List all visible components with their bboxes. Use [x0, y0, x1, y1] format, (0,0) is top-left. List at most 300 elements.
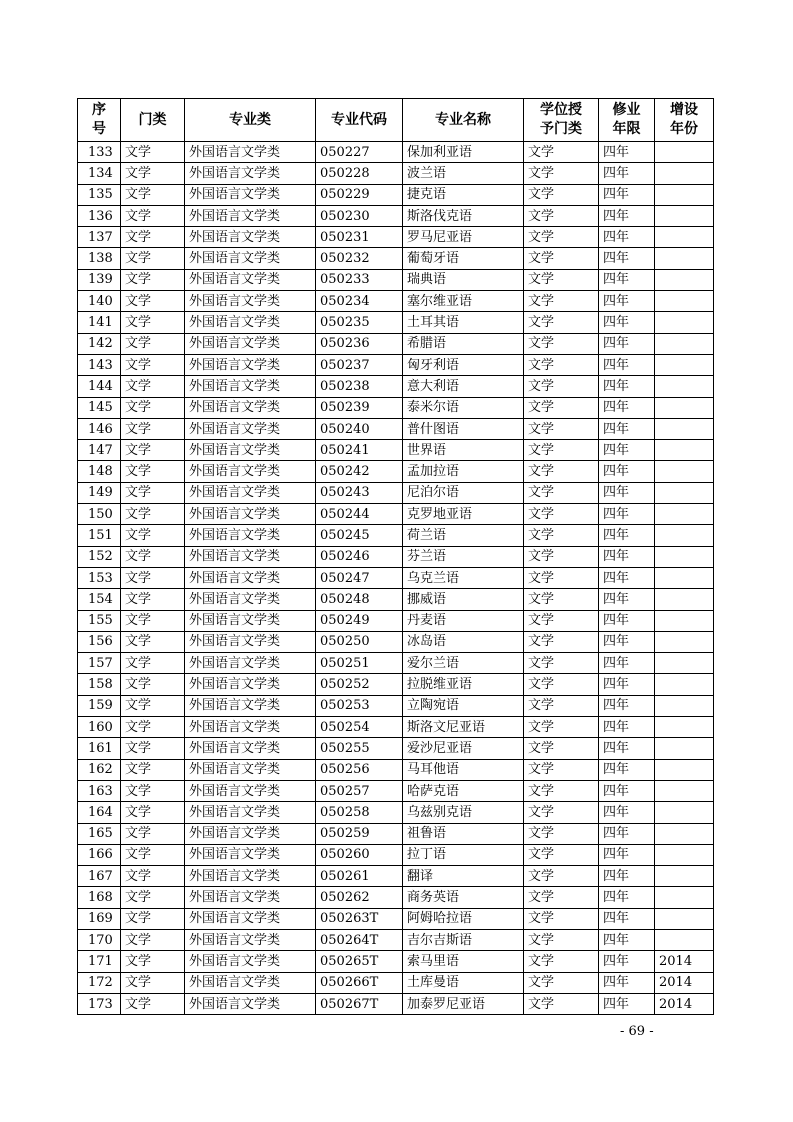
cell-degree: 文学 [524, 440, 599, 461]
cell-category: 文学 [121, 461, 185, 482]
cell-class: 外国语言文学类 [185, 653, 316, 674]
cell-years: 四年 [599, 525, 655, 546]
table-row [78, 844, 714, 865]
cell-code: 050229 [316, 184, 403, 205]
cell-years: 四年 [599, 397, 655, 418]
cell-degree: 文学 [524, 142, 599, 163]
cell-no: 150 [78, 504, 121, 525]
cell-added [655, 354, 714, 375]
cell-code: 050248 [316, 589, 403, 610]
cell-added [655, 887, 714, 908]
table-row [78, 418, 714, 439]
cell-years: 四年 [599, 972, 655, 993]
cell-class: 外国语言文学类 [185, 142, 316, 163]
cell-name: 瑞典语 [403, 269, 524, 290]
table-row [78, 291, 714, 312]
cell-no: 147 [78, 440, 121, 461]
cell-category: 文学 [121, 440, 185, 461]
cell-code: 050264T [316, 929, 403, 950]
cell-category: 文学 [121, 205, 185, 226]
cell-code: 050243 [316, 482, 403, 503]
table-row [78, 631, 714, 652]
cell-name: 土库曼语 [403, 972, 524, 993]
table-row [78, 567, 714, 588]
cell-code: 050239 [316, 397, 403, 418]
cell-category: 文学 [121, 653, 185, 674]
table-row [78, 866, 714, 887]
cell-degree: 文学 [524, 951, 599, 972]
cell-category: 文学 [121, 780, 185, 801]
table-row [78, 823, 714, 844]
cell-years: 四年 [599, 823, 655, 844]
cell-years: 四年 [599, 461, 655, 482]
cell-code: 050266T [316, 972, 403, 993]
cell-category: 文学 [121, 631, 185, 652]
cell-category: 文学 [121, 972, 185, 993]
cell-years: 四年 [599, 482, 655, 503]
cell-added [655, 546, 714, 567]
cell-category: 文学 [121, 823, 185, 844]
cell-name: 世界语 [403, 440, 524, 461]
cell-name: 拉脱维亚语 [403, 674, 524, 695]
cell-no: 134 [78, 163, 121, 184]
cell-added [655, 717, 714, 738]
cell-years: 四年 [599, 227, 655, 248]
cell-no: 167 [78, 866, 121, 887]
cell-name: 吉尔吉斯语 [403, 929, 524, 950]
cell-class: 外国语言文学类 [185, 291, 316, 312]
cell-degree: 文学 [524, 908, 599, 929]
cell-no: 140 [78, 291, 121, 312]
cell-class: 外国语言文学类 [185, 461, 316, 482]
cell-no: 149 [78, 482, 121, 503]
cell-added [655, 525, 714, 546]
cell-code: 050230 [316, 205, 403, 226]
cell-name: 爱尔兰语 [403, 653, 524, 674]
cell-no: 159 [78, 695, 121, 716]
cell-no: 151 [78, 525, 121, 546]
cell-degree: 文学 [524, 780, 599, 801]
table-row [78, 312, 714, 333]
cell-class: 外国语言文学类 [185, 184, 316, 205]
cell-code: 050259 [316, 823, 403, 844]
cell-name: 翻译 [403, 866, 524, 887]
cell-added [655, 653, 714, 674]
cell-category: 文学 [121, 269, 185, 290]
cell-years: 四年 [599, 866, 655, 887]
cell-no: 172 [78, 972, 121, 993]
cell-degree: 文学 [524, 653, 599, 674]
cell-no: 156 [78, 631, 121, 652]
cell-class: 外国语言文学类 [185, 908, 316, 929]
cell-category: 文学 [121, 887, 185, 908]
cell-degree: 文学 [524, 418, 599, 439]
cell-no: 162 [78, 759, 121, 780]
cell-code: 050242 [316, 461, 403, 482]
cell-category: 文学 [121, 546, 185, 567]
table-row [78, 653, 714, 674]
cell-years: 四年 [599, 993, 655, 1014]
cell-code: 050228 [316, 163, 403, 184]
cell-class: 外国语言文学类 [185, 227, 316, 248]
cell-added [655, 333, 714, 354]
cell-added [655, 461, 714, 482]
cell-years: 四年 [599, 802, 655, 823]
table-row [78, 504, 714, 525]
cell-name: 意大利语 [403, 376, 524, 397]
cell-degree: 文学 [524, 844, 599, 865]
cell-name: 捷克语 [403, 184, 524, 205]
cell-added [655, 184, 714, 205]
cell-degree: 文学 [524, 887, 599, 908]
cell-added [655, 248, 714, 269]
cell-code: 050267T [316, 993, 403, 1014]
cell-no: 165 [78, 823, 121, 844]
cell-code: 050265T [316, 951, 403, 972]
cell-class: 外国语言文学类 [185, 738, 316, 759]
cell-category: 文学 [121, 504, 185, 525]
cell-code: 050251 [316, 653, 403, 674]
cell-category: 文学 [121, 482, 185, 503]
cell-added [655, 631, 714, 652]
header-degree: 学位授 予门类 [524, 99, 599, 142]
cell-class: 外国语言文学类 [185, 823, 316, 844]
cell-code: 050250 [316, 631, 403, 652]
cell-name: 阿姆哈拉语 [403, 908, 524, 929]
cell-class: 外国语言文学类 [185, 312, 316, 333]
cell-category: 文学 [121, 333, 185, 354]
table-row [78, 397, 714, 418]
cell-name: 普什图语 [403, 418, 524, 439]
table-row [78, 142, 714, 163]
cell-no: 161 [78, 738, 121, 759]
cell-code: 050227 [316, 142, 403, 163]
cell-added [655, 802, 714, 823]
cell-code: 050237 [316, 354, 403, 375]
cell-category: 文学 [121, 142, 185, 163]
cell-no: 157 [78, 653, 121, 674]
cell-added [655, 291, 714, 312]
cell-no: 136 [78, 205, 121, 226]
cell-code: 050233 [316, 269, 403, 290]
cell-name: 尼泊尔语 [403, 482, 524, 503]
cell-no: 139 [78, 269, 121, 290]
cell-class: 外国语言文学类 [185, 546, 316, 567]
cell-class: 外国语言文学类 [185, 674, 316, 695]
cell-years: 四年 [599, 695, 655, 716]
cell-years: 四年 [599, 546, 655, 567]
cell-category: 文学 [121, 163, 185, 184]
cell-added [655, 610, 714, 631]
cell-added [655, 504, 714, 525]
table-header-row [78, 99, 714, 142]
cell-name: 加泰罗尼亚语 [403, 993, 524, 1014]
cell-years: 四年 [599, 759, 655, 780]
cell-class: 外国语言文学类 [185, 567, 316, 588]
cell-name: 波兰语 [403, 163, 524, 184]
cell-degree: 文学 [524, 482, 599, 503]
cell-class: 外国语言文学类 [185, 866, 316, 887]
cell-category: 文学 [121, 610, 185, 631]
table-row [78, 354, 714, 375]
table-row [78, 717, 714, 738]
cell-class: 外国语言文学类 [185, 802, 316, 823]
cell-class: 外国语言文学类 [185, 163, 316, 184]
cell-degree: 文学 [524, 823, 599, 844]
cell-code: 050261 [316, 866, 403, 887]
table-row [78, 610, 714, 631]
table-body [78, 142, 714, 1015]
cell-added: 2014 [655, 951, 714, 972]
cell-no: 160 [78, 717, 121, 738]
table-row [78, 482, 714, 503]
cell-no: 171 [78, 951, 121, 972]
cell-years: 四年 [599, 610, 655, 631]
cell-no: 152 [78, 546, 121, 567]
cell-no: 158 [78, 674, 121, 695]
table-row [78, 802, 714, 823]
cell-years: 四年 [599, 269, 655, 290]
cell-added [655, 589, 714, 610]
cell-no: 148 [78, 461, 121, 482]
cell-no: 168 [78, 887, 121, 908]
table-row [78, 205, 714, 226]
cell-name: 拉丁语 [403, 844, 524, 865]
table-row [78, 525, 714, 546]
cell-name: 索马里语 [403, 951, 524, 972]
cell-added [655, 440, 714, 461]
cell-category: 文学 [121, 354, 185, 375]
cell-degree: 文学 [524, 504, 599, 525]
header-years: 修业 年限 [599, 99, 655, 142]
cell-years: 四年 [599, 717, 655, 738]
cell-name: 哈萨克语 [403, 780, 524, 801]
cell-category: 文学 [121, 312, 185, 333]
cell-degree: 文学 [524, 227, 599, 248]
cell-no: 154 [78, 589, 121, 610]
cell-code: 050241 [316, 440, 403, 461]
table-row [78, 376, 714, 397]
cell-name: 丹麦语 [403, 610, 524, 631]
cell-name: 斯洛伐克语 [403, 205, 524, 226]
cell-no: 141 [78, 312, 121, 333]
cell-class: 外国语言文学类 [185, 972, 316, 993]
cell-code: 050238 [316, 376, 403, 397]
cell-category: 文学 [121, 717, 185, 738]
cell-degree: 文学 [524, 610, 599, 631]
cell-class: 外国语言文学类 [185, 333, 316, 354]
page-number: - 69 - [620, 1024, 654, 1039]
table-row [78, 929, 714, 950]
cell-added [655, 397, 714, 418]
cell-code: 050247 [316, 567, 403, 588]
cell-class: 外国语言文学类 [185, 844, 316, 865]
cell-code: 050254 [316, 717, 403, 738]
cell-category: 文学 [121, 674, 185, 695]
cell-added [655, 269, 714, 290]
cell-degree: 文学 [524, 631, 599, 652]
cell-category: 文学 [121, 227, 185, 248]
cell-name: 祖鲁语 [403, 823, 524, 844]
cell-degree: 文学 [524, 567, 599, 588]
cell-no: 166 [78, 844, 121, 865]
cell-no: 169 [78, 908, 121, 929]
cell-class: 外国语言文学类 [185, 482, 316, 503]
table-row [78, 972, 714, 993]
cell-code: 050231 [316, 227, 403, 248]
cell-code: 050232 [316, 248, 403, 269]
table-row [78, 759, 714, 780]
cell-degree: 文学 [524, 546, 599, 567]
cell-added [655, 929, 714, 950]
cell-added [655, 866, 714, 887]
table-row [78, 993, 714, 1014]
cell-name: 斯洛文尼亚语 [403, 717, 524, 738]
cell-years: 四年 [599, 929, 655, 950]
cell-category: 文学 [121, 802, 185, 823]
cell-years: 四年 [599, 142, 655, 163]
cell-class: 外国语言文学类 [185, 759, 316, 780]
cell-added [655, 780, 714, 801]
cell-no: 133 [78, 142, 121, 163]
table-row [78, 461, 714, 482]
cell-class: 外国语言文学类 [185, 525, 316, 546]
cell-category: 文学 [121, 951, 185, 972]
cell-degree: 文学 [524, 461, 599, 482]
cell-added [655, 205, 714, 226]
cell-years: 四年 [599, 887, 655, 908]
cell-category: 文学 [121, 248, 185, 269]
table-row [78, 440, 714, 461]
cell-code: 050263T [316, 908, 403, 929]
cell-class: 外国语言文学类 [185, 589, 316, 610]
cell-class: 外国语言文学类 [185, 418, 316, 439]
cell-class: 外国语言文学类 [185, 695, 316, 716]
cell-name: 保加利亚语 [403, 142, 524, 163]
cell-code: 050257 [316, 780, 403, 801]
cell-category: 文学 [121, 291, 185, 312]
cell-class: 外国语言文学类 [185, 887, 316, 908]
cell-degree: 文学 [524, 248, 599, 269]
cell-code: 050240 [316, 418, 403, 439]
cell-name: 孟加拉语 [403, 461, 524, 482]
cell-code: 050253 [316, 695, 403, 716]
cell-name: 塞尔维亚语 [403, 291, 524, 312]
cell-degree: 文学 [524, 163, 599, 184]
cell-name: 葡萄牙语 [403, 248, 524, 269]
cell-class: 外国语言文学类 [185, 717, 316, 738]
cell-years: 四年 [599, 653, 655, 674]
cell-added [655, 674, 714, 695]
cell-added: 2014 [655, 993, 714, 1014]
cell-no: 143 [78, 354, 121, 375]
cell-no: 146 [78, 418, 121, 439]
header-name: 专业名称 [403, 99, 524, 142]
cell-degree: 文学 [524, 695, 599, 716]
table-row [78, 184, 714, 205]
cell-category: 文学 [121, 397, 185, 418]
cell-class: 外国语言文学类 [185, 354, 316, 375]
cell-degree: 文学 [524, 866, 599, 887]
cell-no: 155 [78, 610, 121, 631]
cell-years: 四年 [599, 504, 655, 525]
cell-degree: 文学 [524, 354, 599, 375]
table-row [78, 674, 714, 695]
cell-degree: 文学 [524, 291, 599, 312]
cell-degree: 文学 [524, 802, 599, 823]
cell-class: 外国语言文学类 [185, 993, 316, 1014]
header-category: 门类 [121, 99, 185, 142]
cell-category: 文学 [121, 759, 185, 780]
cell-class: 外国语言文学类 [185, 610, 316, 631]
table-row [78, 738, 714, 759]
cell-no: 142 [78, 333, 121, 354]
cell-category: 文学 [121, 589, 185, 610]
cell-class: 外国语言文学类 [185, 376, 316, 397]
cell-degree: 文学 [524, 312, 599, 333]
cell-years: 四年 [599, 248, 655, 269]
header-added-year: 增设 年份 [655, 99, 714, 142]
cell-added [655, 163, 714, 184]
cell-code: 050249 [316, 610, 403, 631]
cell-name: 泰米尔语 [403, 397, 524, 418]
cell-years: 四年 [599, 205, 655, 226]
table-row [78, 248, 714, 269]
cell-class: 外国语言文学类 [185, 951, 316, 972]
cell-added [655, 376, 714, 397]
cell-years: 四年 [599, 567, 655, 588]
cell-code: 050236 [316, 333, 403, 354]
cell-degree: 文学 [524, 993, 599, 1014]
table-row [78, 887, 714, 908]
cell-added: 2014 [655, 972, 714, 993]
cell-added [655, 312, 714, 333]
cell-degree: 文学 [524, 397, 599, 418]
cell-code: 050260 [316, 844, 403, 865]
cell-years: 四年 [599, 589, 655, 610]
table-row [78, 695, 714, 716]
cell-no: 173 [78, 993, 121, 1014]
table-row [78, 951, 714, 972]
cell-class: 外国语言文学类 [185, 440, 316, 461]
cell-no: 170 [78, 929, 121, 950]
table-row [78, 908, 714, 929]
cell-years: 四年 [599, 631, 655, 652]
table-row [78, 780, 714, 801]
cell-added [655, 844, 714, 865]
table-row [78, 163, 714, 184]
cell-category: 文学 [121, 866, 185, 887]
cell-class: 外国语言文学类 [185, 397, 316, 418]
cell-class: 外国语言文学类 [185, 631, 316, 652]
cell-category: 文学 [121, 695, 185, 716]
cell-name: 乌兹别克语 [403, 802, 524, 823]
cell-class: 外国语言文学类 [185, 504, 316, 525]
cell-degree: 文学 [524, 674, 599, 695]
cell-added [655, 759, 714, 780]
cell-class: 外国语言文学类 [185, 205, 316, 226]
cell-no: 164 [78, 802, 121, 823]
cell-name: 罗马尼亚语 [403, 227, 524, 248]
table-row [78, 546, 714, 567]
cell-name: 冰岛语 [403, 631, 524, 652]
cell-degree: 文学 [524, 333, 599, 354]
cell-name: 克罗地亚语 [403, 504, 524, 525]
cell-category: 文学 [121, 738, 185, 759]
cell-years: 四年 [599, 312, 655, 333]
cell-added [655, 482, 714, 503]
table-row [78, 589, 714, 610]
